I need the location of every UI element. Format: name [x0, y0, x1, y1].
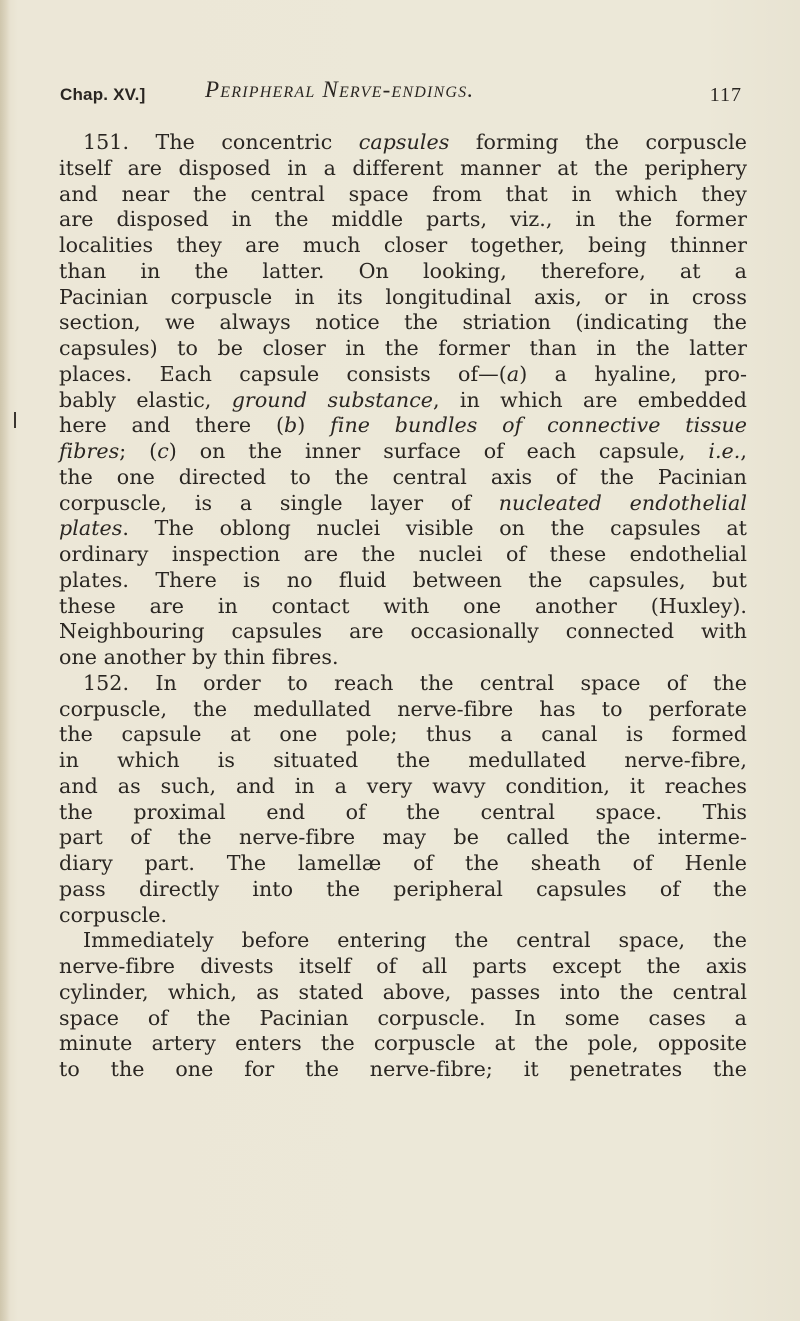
text-line: these are in contact with one another (Huxley).: [59, 593, 747, 618]
text-line: and near the central space from that in which they: [59, 181, 747, 206]
italic-term: b: [284, 413, 298, 438]
text-line: Neighbouring capsules are occasionally connected with: [59, 619, 747, 644]
text-line: corpuscle, the medullated nerve-fibre has to perforate: [59, 696, 747, 721]
text-line: Immediately before entering the central space, the: [83, 928, 747, 953]
chapter-label: Chap. XV.]: [60, 85, 146, 104]
italic-term: c: [157, 439, 169, 463]
text-line: bably elastic, ground substance, in which are embedded: [59, 387, 747, 412]
text-line: the proximal end of the central space. This: [59, 799, 747, 824]
text-line: capsules) to be closer in the former than in the latter: [59, 336, 747, 360]
italic-term: i.e.: [708, 439, 741, 463]
text-line: diary part. The lamellæ of the sheath of Henle: [59, 851, 747, 875]
page-number: 117: [709, 84, 742, 106]
text-line: the one directed to the central axis of the Pacinian: [59, 464, 747, 489]
text-line: section, we always notice the striation (indicating the: [59, 310, 747, 335]
italic-term: ground substance: [231, 387, 434, 412]
text-line: Pacinian corpuscle in its longitudinal axis, or in cross: [59, 284, 747, 309]
margin-mark: [14, 412, 16, 428]
text-line: part of the nerve-fibre may be called the interme-: [59, 825, 747, 850]
text-line: and as such, and in a very wavy condition, it reaches: [59, 773, 747, 798]
text-line: corpuscle, is a single layer of nucleated endothelial: [59, 490, 747, 515]
text-line: than in the latter. On looking, therefore, at a: [59, 258, 747, 283]
text-line: 151. The concentric capsules forming the corpuscle: [83, 130, 747, 154]
text-line: places. Each capsule consists of—(a) a hyaline, pro-: [59, 361, 747, 386]
italic-term: a: [506, 361, 520, 386]
text-line: plates. The oblong nuclei visible on the capsules at: [59, 516, 747, 541]
body-text: [59, 130, 747, 1083]
text-line: corpuscle.: [59, 902, 168, 927]
running-title: Peripheral Nerve-endings.: [205, 77, 475, 102]
text-line: cylinder, which, as stated above, passes into the central: [59, 979, 747, 1004]
text-line: ordinary inspection are the nuclei of these endothelial: [59, 542, 747, 566]
page-gutter-shadow: [0, 0, 10, 1321]
text-line: to the one for the nerve-fibre; it penetrates the: [59, 1057, 747, 1081]
text-line: space of the Pacinian corpuscle. In some cases a: [59, 1005, 747, 1030]
italic-term: capsules: [358, 130, 450, 154]
text-line: one another by thin fibres.: [59, 645, 339, 669]
italic-term: fine bundles of connective tissue: [330, 413, 748, 438]
text-line: are disposed in the middle parts, viz., in the former: [59, 207, 747, 232]
text-line: here and there (b) fine bundles of connective tissue: [59, 413, 748, 438]
text-line: minute artery enters the corpuscle at the pole, opposite: [59, 1031, 747, 1056]
italic-term: nucleated endothelial: [498, 490, 747, 515]
italic-term: plates: [59, 516, 123, 541]
text-line: fibres; (c) on the inner surface of each capsule, i.e.,: [59, 439, 747, 463]
running-head: [60, 76, 746, 110]
text-line: in which is situated the medullated nerve-fibre,: [59, 748, 747, 772]
italic-term: fibres: [59, 439, 120, 463]
text-line: plates. There is no fluid between the capsules, but: [59, 567, 747, 592]
text-line: the capsule at one pole; thus a canal is formed: [59, 722, 747, 747]
text-line: localities they are much closer together, being thinner: [59, 233, 747, 257]
text-line: itself are disposed in a different manner at the periphery: [59, 155, 747, 180]
text-line: 152. In order to reach the central space of the: [83, 670, 747, 695]
text-line: nerve-fibre divests itself of all parts except the axis: [59, 954, 747, 978]
text-line: pass directly into the peripheral capsules of the: [59, 876, 747, 901]
